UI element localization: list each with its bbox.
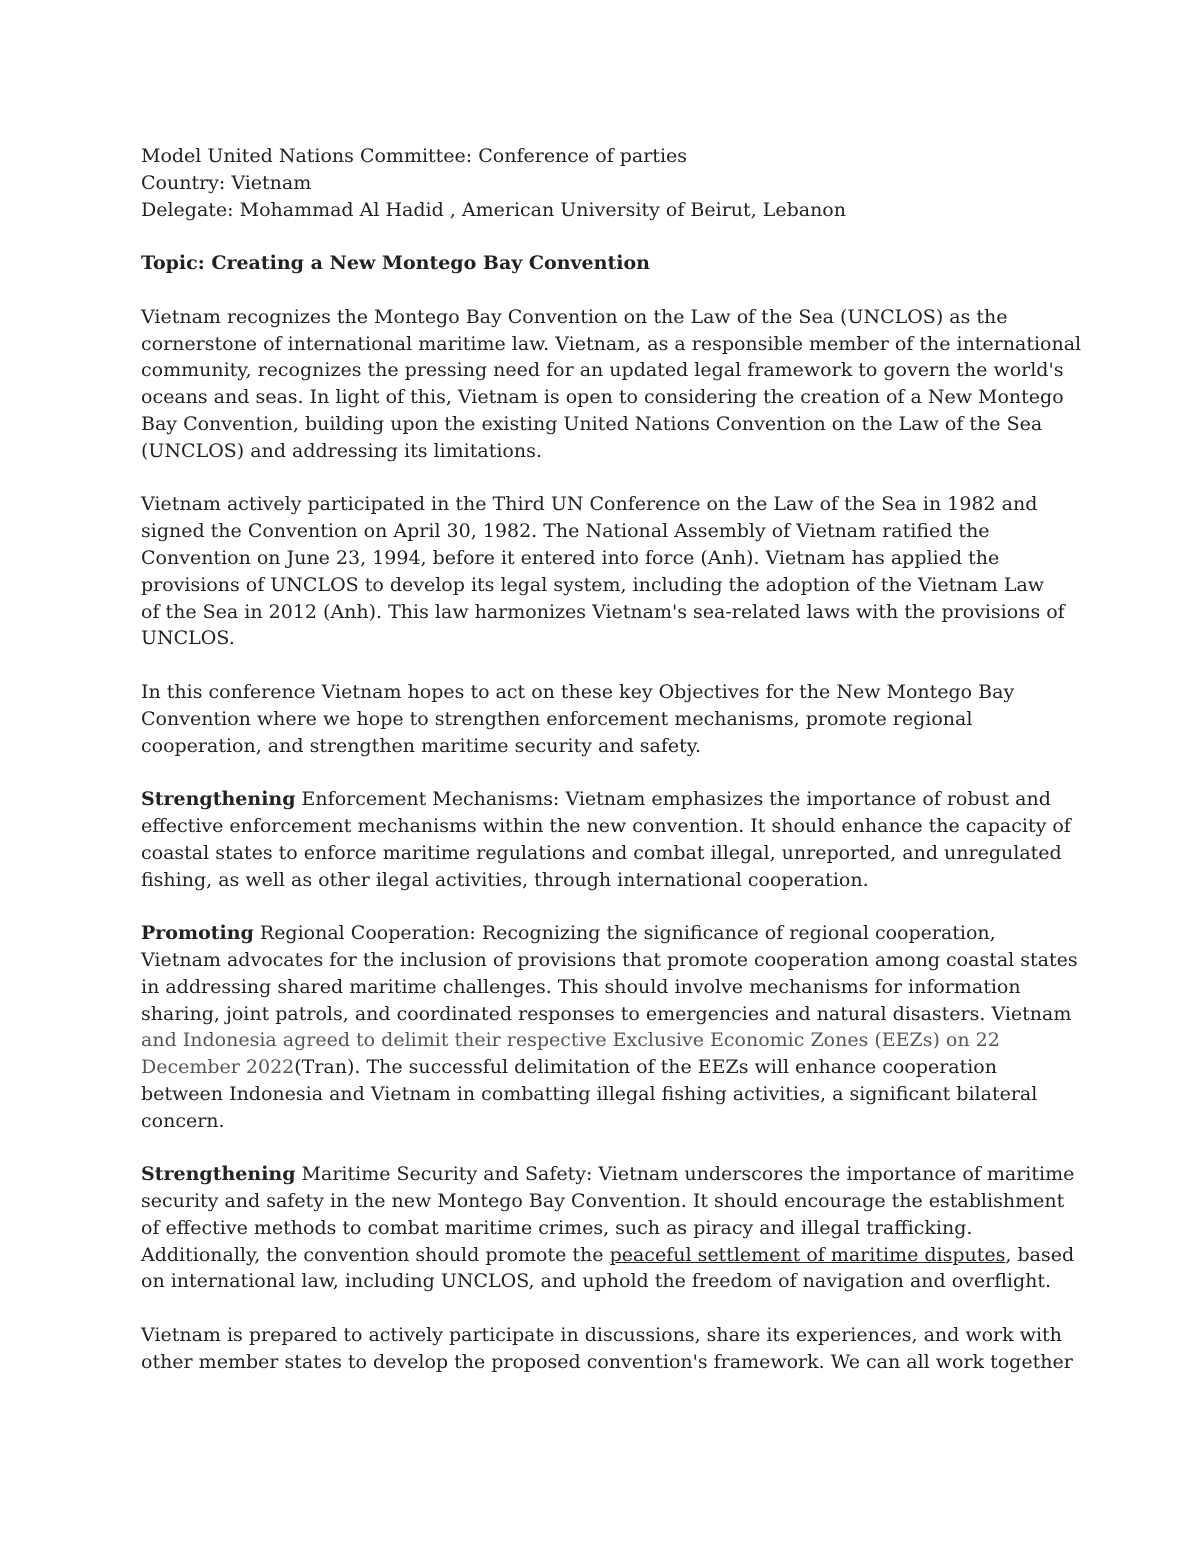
paragraph-line: Convention on June 23, 1994, before it entered into force (Anh). Vietnam has applied the — [141, 546, 1000, 569]
paragraph-line: Vietnam recognizes the Montego Bay Convention on the Law of the Sea (UNCLOS) as the — [141, 305, 1008, 328]
country-line: Country: Vietnam — [141, 171, 312, 194]
committee-line: Model United Nations Committee: Conference of parties — [141, 145, 688, 167]
paragraph-line: Vietnam is prepared to actively participate in discussions, share its experiences, and work with — [141, 1324, 1062, 1347]
paragraph-line — [141, 1242, 1075, 1269]
paragraph-line — [141, 786, 1061, 813]
paragraph-conclusion — [141, 1322, 1073, 1376]
paragraph-introduction — [141, 304, 1082, 465]
line-text: , based — [1005, 1243, 1075, 1266]
line-text: Additionally, the convention should promote the — [141, 1243, 610, 1266]
paragraph-line: coastal states to enforce maritime regulations and combat illegal, unreported, and unregulated — [141, 841, 1062, 864]
line-text: December 2022 — [141, 1056, 295, 1079]
paragraph-line — [141, 920, 1061, 947]
paragraph-line: and Indonesia agreed to delimit their respective Exclusive Economic Zones (EEZs) on 22 — [141, 1029, 1000, 1052]
line-text: Regional Cooperation: Recognizing the significance of regional cooperation, — [253, 922, 996, 945]
paragraph-enforcement — [141, 786, 1071, 893]
paragraph-regional-cooperation — [141, 920, 1078, 1134]
topic-heading: Topic: Creating a New Montego Bay Convention — [141, 252, 650, 275]
paragraph-line: (UNCLOS) and addressing its limitations. — [141, 439, 542, 462]
paragraph-line: concern. — [141, 1109, 225, 1132]
paragraph-line: UNCLOS. — [141, 627, 235, 650]
lead-word: Strengthening — [141, 1163, 296, 1186]
paragraph-line: on international law, including UNCLOS, and uphold the freedom of navigation and overflight. — [141, 1270, 1052, 1293]
paragraph-line: of effective methods to combat maritime crimes, such as piracy and illegal trafficking. — [141, 1216, 973, 1239]
underlined-phrase: peaceful settlement of maritime disputes — [609, 1243, 1006, 1266]
line-text: Enforcement Mechanisms: Vietnam emphasizes the importance of robust and — [295, 788, 1051, 811]
paragraph-maritime-security — [141, 1161, 1075, 1295]
lead-word: Promoting — [141, 922, 254, 945]
document-page — [141, 143, 1082, 1376]
paragraph-line: Vietnam actively participated in the Third UN Conference on the Law of the Sea in 1982 and — [141, 493, 1038, 516]
paragraph-line: of the Sea in 2012 (Anh). This law harmonizes Vietnam's sea-related laws with the provisions of — [141, 600, 1065, 623]
paragraph-line: sharing, joint patrols, and coordinated responses to emergencies and natural disasters. Vietnam — [141, 1002, 1072, 1025]
paragraph-line: cornerstone of international maritime law. Vietnam, as a responsible member of the international — [141, 332, 1082, 355]
line-text: (Tran). The successful delimitation of the EEZs will enhance cooperation — [294, 1056, 997, 1079]
paragraph-line: fishing, as well as other ilegal activities, through international cooperation. — [141, 868, 869, 891]
paragraph-line: cooperation, and strengthen maritime security and safety. — [141, 734, 702, 757]
paragraph-line — [141, 1161, 1075, 1188]
lead-word: Strengthening — [141, 788, 296, 811]
paragraph-line: In this conference Vietnam hopes to act on these key Objectives for the New Montego Bay — [141, 680, 1015, 703]
delegate-line: Delegate: Mohammad Al Hadid , American University of Beirut, Lebanon — [141, 198, 846, 221]
paragraph-line: oceans and seas. In light of this, Vietnam is open to considering the creation of a New Montego — [141, 386, 1064, 409]
paragraph-line: security and safety in the new Montego Bay Convention. It should encourage the establishment — [141, 1190, 1065, 1213]
paragraph-line: Convention where we hope to strengthen enforcement mechanisms, promote regional — [141, 707, 973, 730]
paragraph-line: community, recognizes the pressing need for an updated legal framework to govern the world's — [141, 359, 1064, 382]
paragraph-line: Vietnam advocates for the inclusion of provisions that promote cooperation among coastal states — [141, 948, 1078, 971]
line-text: Maritime Security and Safety: Vietnam underscores the importance of maritime — [295, 1163, 1075, 1186]
paragraph-line: provisions of UNCLOS to develop its legal system, including the adoption of the Vietnam Law — [141, 573, 1045, 596]
paragraph-line: in addressing shared maritime challenges. This should involve mechanisms for information — [141, 975, 1021, 998]
document-header — [141, 143, 1061, 223]
paragraph-line — [141, 1054, 1061, 1081]
paragraph-line: effective enforcement mechanisms within the new convention. It should enhance the capacity of — [141, 814, 1071, 837]
paragraph-line: Bay Convention, building upon the existing United Nations Convention on the Law of the Sea — [141, 412, 1043, 435]
paragraph-line: signed the Convention on April 30, 1982. The National Assembly of Vietnam ratified the — [141, 520, 990, 543]
paragraph-objectives — [141, 679, 1061, 759]
paragraph-line: between Indonesia and Vietnam in combatting illegal fishing activities, a significant bilateral — [141, 1082, 1038, 1105]
paragraph-line: other member states to develop the proposed convention's framework. We can all work together — [141, 1350, 1073, 1373]
paragraph-history — [141, 491, 1065, 652]
